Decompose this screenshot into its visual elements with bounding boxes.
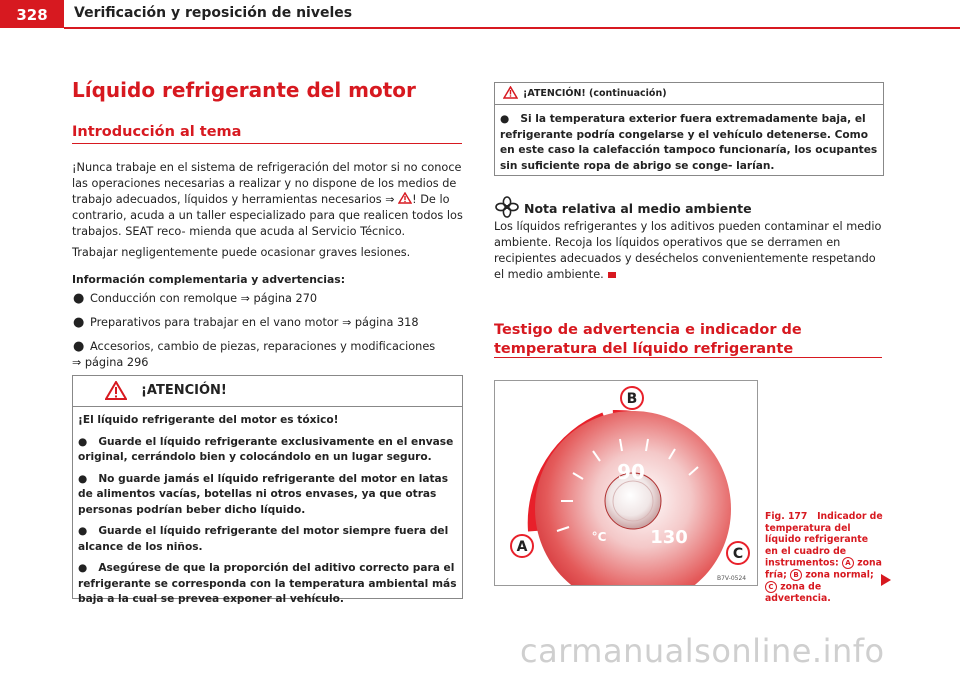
watermark: carmanualsonline.info [520,632,885,670]
section-title: Líquido refrigerante del motor [72,78,416,102]
list-item: ● Asegúrese de que la proporción del aditivo correcto para el refrigerante se corresponda con la temperatura ambiental más baja a la cual se prevea exponer al vehículo. [78,562,457,605]
warning-triangle-icon [105,381,127,400]
callout-b-label: B [626,391,638,407]
intro-heading-rule [72,143,462,144]
callout-a-label: A [516,539,528,555]
list-item: ● Si la temperatura exterior fuera extremadamente baja, el refrigerante podría congelarse y el vehículo detenerse. Como en este caso la calefacción tampoco funcionaría, los ocupantes sin suficiente ropa de abrigo se conge- larían. [500,113,878,172]
warning-triangle-icon [503,86,518,99]
header-rule [64,27,960,29]
environment-note-text: Los líquidos refrigerantes y los aditivos pueden contaminar el medio ambiente. Recoja los líquidos operativos que se derramen en recipientes adecuados y deséchelos convenientemente respetando el medio ambiente. [494,220,882,281]
running-title: Verificación y reposición de niveles [74,5,353,21]
warning-box [72,375,463,605]
intro-heading: Introducción al tema [72,124,242,140]
warning-continuation-box [494,82,884,176]
environment-note-title: Nota relativa al medio ambiente [524,201,752,216]
page-reference-link[interactable]: página 318 [354,316,419,329]
gauge-label-130: 130 [650,527,688,548]
page-reference-link[interactable]: página 296 [84,356,149,369]
see-arrow-icon: ⇒ [385,193,395,206]
section2-rule [494,357,882,358]
intro-paragraph-2: Trabajar negligentemente puede ocasionar graves lesiones. [72,246,411,259]
callout-b-ref: B [790,569,802,581]
warning-header [73,376,462,407]
warning-continuation-body [495,105,883,174]
page-number: 328 [0,0,64,28]
warning-lead: ¡El líquido refrigerante del motor es tóxico! [78,414,339,426]
coolant-gauge-figure [494,380,758,586]
section2-title: Testigo de advertencia e indicador de temperatura del líquido refrigerante [494,322,802,357]
next-page-arrow-icon[interactable] [880,573,892,587]
coolant-gauge-illustration [495,381,757,585]
gauge-unit: °C [591,530,607,544]
list-item: ● No guarde jamás el líquido refrigerante del motor en latas de alimentos vacías, botellas ni otros envases, ya que otras personas podrían beber dicho líquido. [78,472,448,516]
warning-continuation-title: ¡ATENCIÓN! (continuación) [523,88,667,99]
list-item: ● Guarde el líquido refrigerante del motor siempre fuera del alcance de los niños. [78,525,449,553]
warning-title: ¡ATENCIÓN! [141,383,227,398]
info-heading: Información complementaria y advertencias: [72,273,346,286]
callout-c-label: C [732,546,744,562]
figure-caption: Fig. 177 Indicador de temperatura del líquido refrigerante en el cuadro de instrumentos: A zona fría; B zona normal; C zona de advertencia. [765,511,883,604]
info-bullet-list: ● Conducción con remolque ⇒ página 270 ● Preparativos para trabajar en el vano motor ⇒ página 318 ● Accesorios, cambio de piezas, reparaciones y modificaciones ⇒ página 296 [72,291,464,371]
warning-continuation-header [495,83,883,105]
gauge-label-90: 90 [617,460,645,484]
warning-triangle-icon [398,192,412,204]
list-item: ● Preparativos para trabajar en el vano motor ⇒ página 318 [73,315,419,330]
intro-paragraph-1: ¡Nunca trabaje en el sistema de refrigeración del motor si no conoce las operaciones necesarias a realizar y no dispone de los medios de trabajo adecuados, líquidos y herramientas necesarios ⇒ ! De lo contrario, acuda a un taller especializado para que realicen todos los trabajos. SEAT reco- mienda que acuda al Servicio Técnico. [72,161,463,238]
list-item: ● Accesorios, cambio de piezas, reparaciones y modificaciones [73,339,436,354]
list-item: ● Conducción con remolque ⇒ página 270 [73,291,318,306]
warning-body [73,407,462,608]
image-code: B7V-0524 [717,575,747,582]
callout-a-ref: A [842,557,854,569]
end-of-section-marker [608,272,616,278]
callout-c-ref: C [765,581,777,593]
flower-environment-icon [494,196,520,218]
list-item: ● Guarde el líquido refrigerante exclusivamente en el envase original, cerrándolo bien y colocándolo en un lugar seguro. [78,435,454,463]
page-reference-link[interactable]: página 270 [253,292,318,305]
